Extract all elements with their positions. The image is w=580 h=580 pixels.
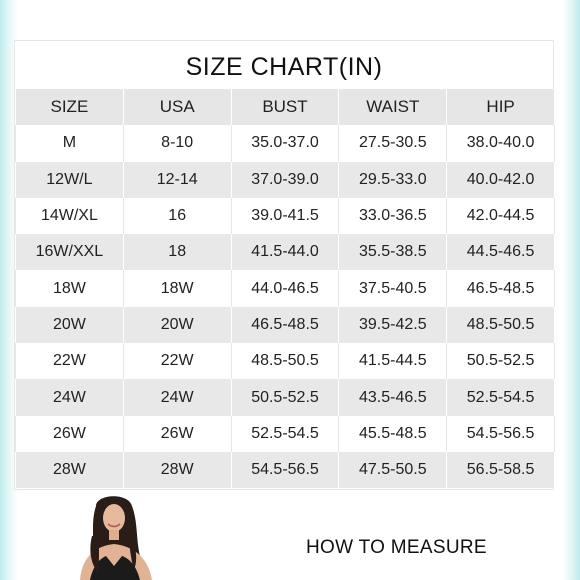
- cell-hip: 44.5-46.5: [447, 234, 555, 270]
- cell-hip: 42.0-44.5: [447, 198, 555, 234]
- table-row: [16, 416, 555, 452]
- cell-usa: 18: [123, 234, 231, 270]
- cell-size: M: [16, 125, 124, 161]
- cell-size: 20W: [16, 307, 124, 343]
- cell-size: 24W: [16, 379, 124, 415]
- cell-size: 28W: [16, 452, 124, 488]
- cell-hip: 52.5-54.5: [447, 379, 555, 415]
- cell-usa: 18W: [123, 270, 231, 306]
- cell-size: 16W/XXL: [16, 234, 124, 270]
- cell-waist: 27.5-30.5: [339, 125, 447, 161]
- cell-hip: 48.5-50.5: [447, 307, 555, 343]
- cell-usa: 12-14: [123, 162, 231, 198]
- header-size: SIZE: [16, 89, 124, 125]
- cell-bust: 41.5-44.0: [231, 234, 339, 270]
- size-chart-table: [15, 89, 555, 488]
- header-hip: HIP: [447, 89, 555, 125]
- cell-waist: 33.0-36.5: [339, 198, 447, 234]
- cell-hip: 40.0-42.0: [447, 162, 555, 198]
- cell-hip: 38.0-40.0: [447, 125, 555, 161]
- cell-size: 14W/XL: [16, 198, 124, 234]
- header-bust: BUST: [231, 89, 339, 125]
- header-usa: USA: [123, 89, 231, 125]
- cell-usa: 20W: [123, 307, 231, 343]
- cell-waist: 45.5-48.5: [339, 416, 447, 452]
- cell-size: 22W: [16, 343, 124, 379]
- cell-waist: 43.5-46.5: [339, 379, 447, 415]
- table-row: [16, 307, 555, 343]
- cell-hip: 56.5-58.5: [447, 452, 555, 488]
- cell-bust: 35.0-37.0: [231, 125, 339, 161]
- cell-waist: 41.5-44.5: [339, 343, 447, 379]
- cell-usa: 24W: [123, 379, 231, 415]
- table-row: [16, 270, 555, 306]
- cell-bust: 48.5-50.5: [231, 343, 339, 379]
- chart-title: SIZE CHART(IN): [185, 53, 383, 81]
- cell-usa: 22W: [123, 343, 231, 379]
- how-to-measure-heading: HOW TO MEASURE: [306, 537, 487, 558]
- cell-waist: 29.5-33.0: [339, 162, 447, 198]
- cell-hip: 46.5-48.5: [447, 270, 555, 306]
- cell-waist: 35.5-38.5: [339, 234, 447, 270]
- cell-bust: 39.0-41.5: [231, 198, 339, 234]
- table-row: [16, 125, 555, 161]
- cell-usa: 8-10: [123, 125, 231, 161]
- size-chart-card: [14, 40, 554, 490]
- cell-bust: 54.5-56.5: [231, 452, 339, 488]
- model-photo: [66, 496, 166, 580]
- cell-usa: 26W: [123, 416, 231, 452]
- cell-waist: 37.5-40.5: [339, 270, 447, 306]
- cell-size: 12W/L: [16, 162, 124, 198]
- cell-hip: 54.5-56.5: [447, 416, 555, 452]
- cell-bust: 46.5-48.5: [231, 307, 339, 343]
- cell-bust: 37.0-39.0: [231, 162, 339, 198]
- cell-hip: 50.5-52.5: [447, 343, 555, 379]
- cell-usa: 28W: [123, 452, 231, 488]
- cell-size: 18W: [16, 270, 124, 306]
- header-waist: WAIST: [339, 89, 447, 125]
- cell-usa: 16: [123, 198, 231, 234]
- table-row: [16, 234, 555, 270]
- cell-waist: 39.5-42.5: [339, 307, 447, 343]
- cell-bust: 50.5-52.5: [231, 379, 339, 415]
- cell-waist: 47.5-50.5: [339, 452, 447, 488]
- table-row: [16, 452, 555, 488]
- table-header-row: [16, 89, 555, 125]
- cell-bust: 52.5-54.5: [231, 416, 339, 452]
- cell-bust: 44.0-46.5: [231, 270, 339, 306]
- table-row: [16, 162, 555, 198]
- cell-size: 26W: [16, 416, 124, 452]
- table-row: [16, 379, 555, 415]
- table-row: [16, 343, 555, 379]
- table-row: [16, 198, 555, 234]
